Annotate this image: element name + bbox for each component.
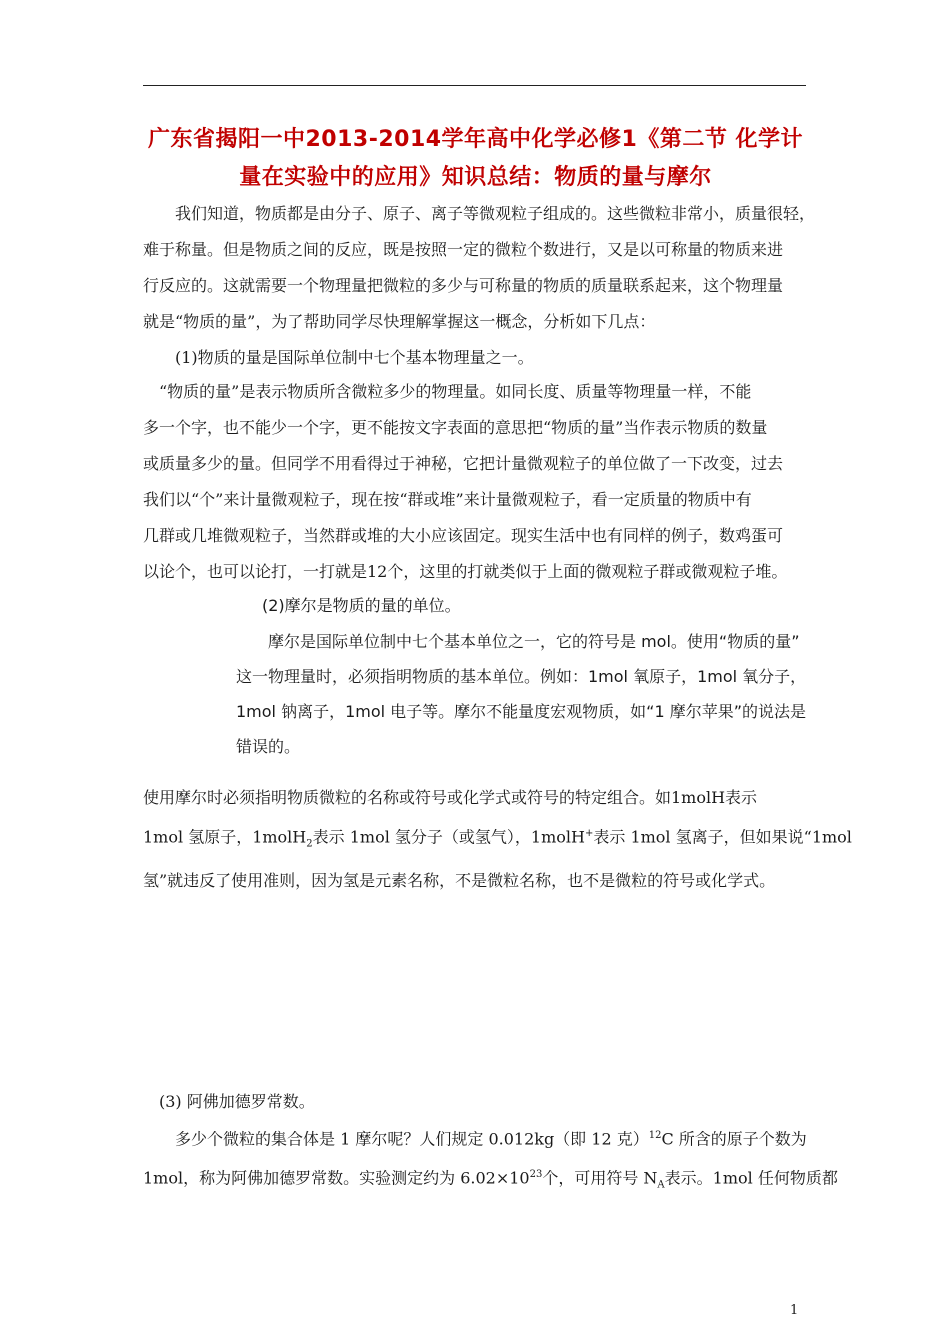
text-line: 1mol 钠离子，1mol 电子等。摩尔不能量度宏观物质，如“1 摩尔苹果”的说法是 <box>236 702 807 721</box>
mol-usage-paragraph <box>143 780 852 899</box>
text-line: 氢”就违反了使用准则，因为氢是元素名称，不是微粒名称，也不是微粒的符号或化学式。 <box>143 870 776 890</box>
text-line: 我们以“个”来计量微观粒子，现在按“群或堆”来计量微观粒子，看一定质量的物质中有 <box>143 490 752 509</box>
text-line: 使用摩尔时必须指明物质微粒的名称或符号或化学式或符号的特定组合。如1molH表示 <box>143 788 758 807</box>
text-line: 错误的。 <box>236 737 301 756</box>
text-line: “物质的量”是表示物质所含微粒多少的物理量。如同长度、质量等物理量一样，不能 <box>159 382 752 401</box>
text-line: 行反应的。这就需要一个物理量把微粒的多少与可称量的物质的质量联系起来，这个物理量 <box>143 276 784 295</box>
text-line: 多一个字，也不能少一个字，更不能按文字表面的意思把“物质的量”当作表示物质的数量 <box>143 418 768 437</box>
title-line-1: 广东省揭阳一中2013-2014学年高中化学必修1《第二节 化学计 <box>147 127 804 152</box>
text-line: 以论个，也可以论打，一打就是12个，这里的打就类似于上面的微观粒子群或微观粒子堆。 <box>143 562 788 581</box>
header-rule <box>143 85 806 86</box>
title-line-2: 量在实验中的应用》知识总结：物质的量与摩尔 <box>239 165 712 190</box>
text-line: 1mol，称为阿佛加德罗常数。实验测定约为 $6.02\times 10^{23}$个，可用符号 $N_A$表示。1mol 任何物质都 <box>143 1168 838 1191</box>
text-line: 多少个微粒的集合体是 1 摩尔呢？人们规定 0.012kg（即 12 克）$^{12}$C 所含的原子个数为 <box>175 1129 807 1149</box>
text-line: 难于称量。但是物质之间的反应，既是按照一定的微粒个数进行，又是以可称量的物质来进 <box>143 240 784 259</box>
text-line: 我们知道，物质都是由分子、原子、离子等微观粒子组成的。这些微粒非常小，质量很轻， <box>175 204 816 223</box>
intro-paragraph <box>143 196 816 340</box>
text-line: 几群或几堆微观粒子，当然群或堆的大小应该固定。现实生活中也有同样的例子，数鸡蛋可 <box>143 526 784 545</box>
text-line: 1mol 氢原子，1molH$_2$表示 1mol 氢分子（或氢气），1molH+表示 1mol 氢离子，但如果说“1mol <box>143 827 852 850</box>
text-line: 这一物理量时，必须指明物质的基本单位。例如：1mol 氧原子，1mol 氧分子， <box>236 667 807 686</box>
text-line: 或质量多少的量。但同学不用看得过于神秘，它把计量微观粒子的单位做了一下改变，过去 <box>143 454 784 473</box>
point-1-heading: (1)物质的量是国际单位制中七个基本物理量之一。 <box>175 348 534 367</box>
point-3-body <box>143 1118 838 1204</box>
text-line: 就是“物质的量”，为了帮助同学尽快理解掌握这一概念，分析如下几点： <box>143 312 656 331</box>
point-2-heading: (2)摩尔是物质的量的单位。 <box>262 596 461 615</box>
point-3-heading: (3) 阿佛加德罗常数。 <box>159 1092 315 1111</box>
page-number: 1 <box>790 1303 799 1318</box>
text-line: 摩尔是国际单位制中七个基本单位之一，它的符号是 mol。使用“物质的量” <box>268 632 800 651</box>
point-1-body <box>143 374 808 590</box>
point-2-body <box>236 624 816 764</box>
